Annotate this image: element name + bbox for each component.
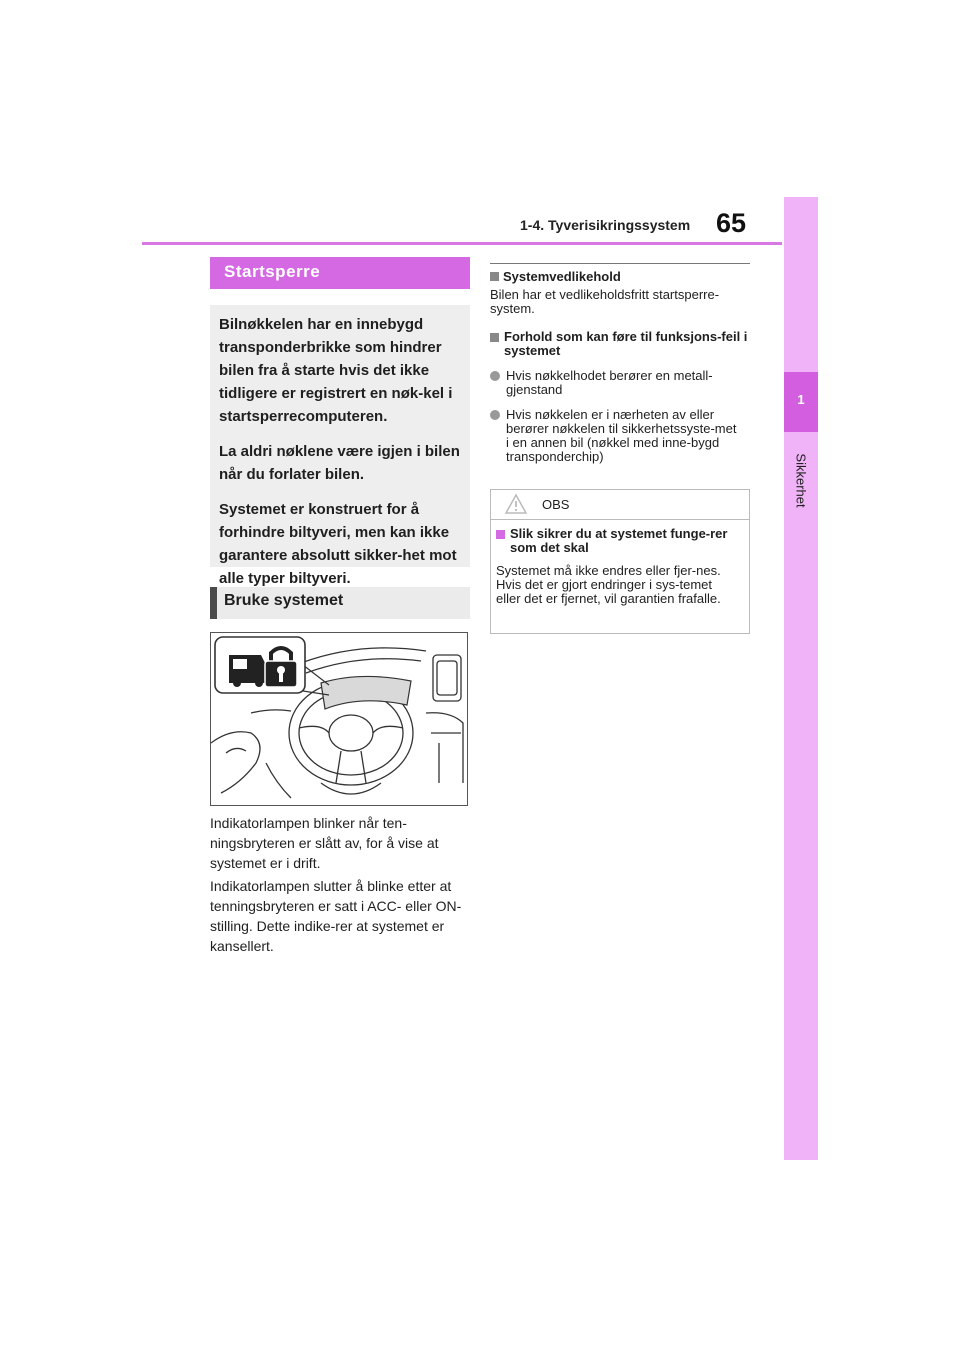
square-bullet-icon xyxy=(490,272,499,281)
maintenance-heading: Systemvedlikehold xyxy=(503,269,621,284)
intro-paragraph: La aldri nøklene være igjen i bilen når du forlater bilen. xyxy=(219,443,460,483)
right-column-rule xyxy=(490,263,750,264)
square-bullet-icon xyxy=(496,530,505,539)
intro-paragraph: Bilnøkkelen har en innebygd transponderbrikke som hindrer bilen fra å starte hvis det ikke tidligere er registrert en nøk-kel i startsperrecomputeren. xyxy=(219,316,453,425)
dashboard-illustration xyxy=(210,632,468,806)
intro-paragraph: Systemet er konstruert for å forhindre biltyveri, men kan ikke garantere absolutt sikker-het mot alle typer biltyveri. xyxy=(219,501,457,587)
startsperre-heading: Startsperre xyxy=(224,262,321,281)
bullet-text: Hvis nøkkelhodet berører en metall-gjenstand xyxy=(506,368,713,397)
malfunction-heading-row xyxy=(490,330,752,358)
bruke-heading: Bruke systemet xyxy=(224,592,344,609)
obs-label: OBS xyxy=(542,497,570,512)
header-rule xyxy=(142,242,782,245)
bullet-text: Hvis nøkkelen er i nærheten av eller berører nøkkelen til sikkerhetssyste-met i en annen bil (nøkkel med inne-bygd transponderchip) xyxy=(506,407,737,464)
intro-box xyxy=(210,305,470,587)
startsperre-heading-bar xyxy=(210,257,470,289)
section-title: 1-4. Tyverisikringssystem xyxy=(520,217,691,233)
list-item xyxy=(490,408,752,464)
maintenance-heading-row xyxy=(490,270,752,284)
maintenance-text: Bilen har et vedlikeholdsfritt startsperre-system. xyxy=(490,287,720,316)
indicator-blink-paragraph: Indikatorlampen blinker når ten-ningsbryteren er slått av, for å vise at systemet er i drift. xyxy=(210,815,439,871)
malfunction-heading: Forhold som kan føre til funksjons-feil i systemet xyxy=(504,329,748,358)
obs-text: Systemet må ikke endres eller fjer-nes. Hvis det er gjort endringer i sys-temet eller det er fjernet, vil garantien frafalle. xyxy=(496,563,721,606)
square-bullet-icon xyxy=(490,333,499,342)
chapter-number: 1 xyxy=(797,392,805,407)
chapter-side-strip xyxy=(784,197,818,1160)
chapter-label: Sikkerhet xyxy=(793,453,809,508)
round-bullet-icon xyxy=(490,410,500,420)
indicator-stop-paragraph: Indikatorlampen slutter å blinke etter at tenningsbryteren er satt i ACC- eller ON-stilling. Dette indike-rer at systemet er kansellert. xyxy=(210,878,462,954)
bruke-heading-bar xyxy=(210,587,470,619)
obs-divider xyxy=(490,519,750,520)
obs-heading-row xyxy=(496,527,744,555)
dashboard-drawing xyxy=(211,633,467,805)
obs-box xyxy=(490,489,750,634)
list-item xyxy=(490,369,752,397)
page-number: 65 xyxy=(716,208,747,238)
round-bullet-icon xyxy=(490,371,500,381)
obs-heading: Slik sikrer du at systemet funge-rer som det skal xyxy=(510,526,728,555)
warning-triangle-icon xyxy=(504,493,528,515)
